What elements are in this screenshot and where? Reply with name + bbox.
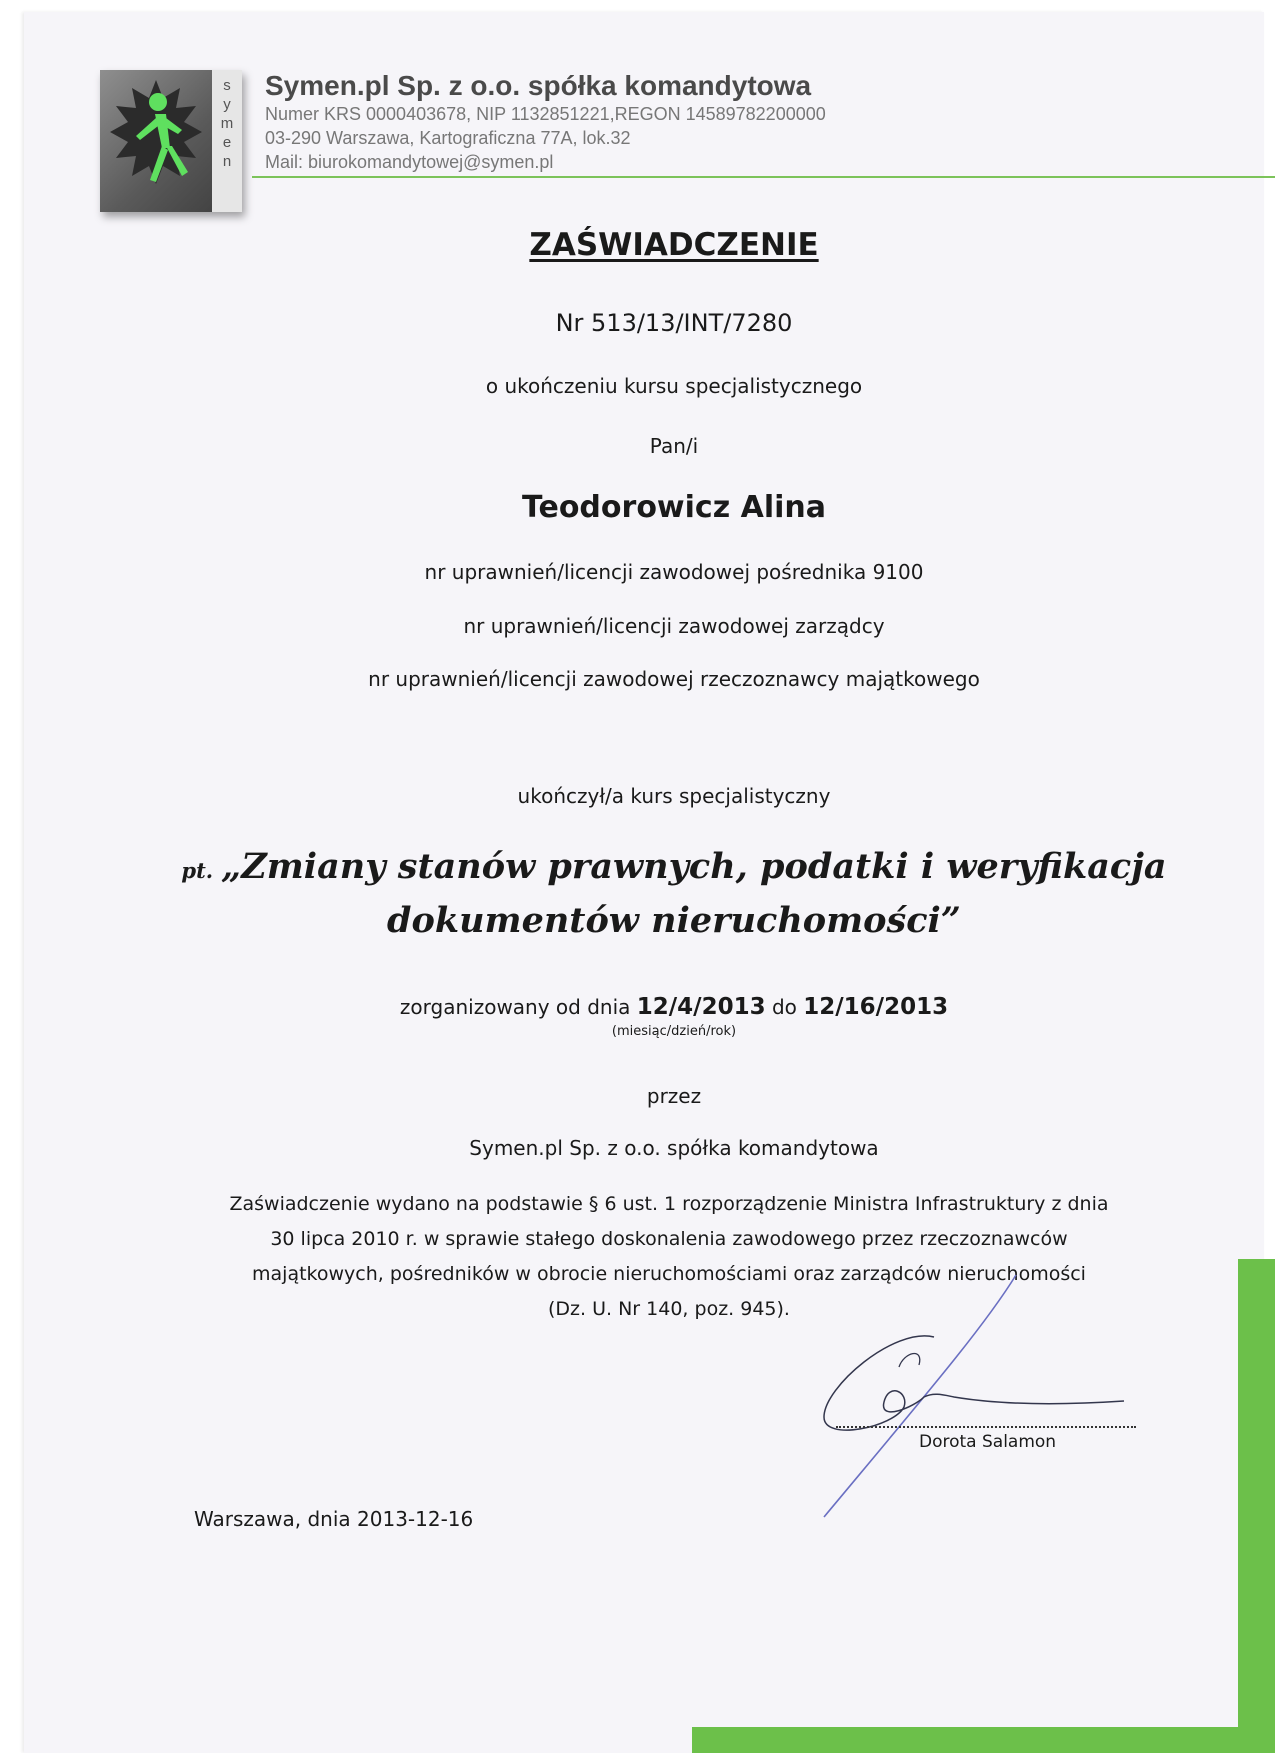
signature-line — [836, 1426, 1136, 1428]
company-mail: Mail: biurokomandytowej@symen.pl — [265, 152, 554, 172]
place-and-date: Warszawa, dnia 2013-12-16 — [194, 1507, 474, 1531]
header-divider — [252, 176, 1275, 178]
green-accent-bar-right — [1238, 1259, 1275, 1753]
organizer-name: Symen.pl Sp. z o.o. spółka komandytowa — [469, 1136, 879, 1160]
license-agent: nr uprawnień/licencji zawodowej pośrednika 9100 — [424, 560, 924, 584]
date-from: 12/4/2013 — [636, 994, 766, 1020]
license-appraiser: nr uprawnień/licencji zawodowej rzeczoznawcy majątkowego — [368, 667, 980, 691]
organized-line — [124, 994, 1224, 1020]
signatory-name: Dorota Salamon — [919, 1432, 1057, 1452]
certificate-number: Nr 513/13/INT/7280 — [555, 309, 793, 337]
logo-letter: n — [222, 153, 232, 170]
handwritten-signature — [784, 1267, 1144, 1527]
certificate-page — [24, 12, 1264, 1753]
person-name: Teodorowicz Alina — [522, 490, 826, 525]
logo-letter: e — [222, 134, 232, 151]
by-text: przez — [646, 1084, 702, 1108]
certificate-title: ZAŚWIADCZENIE — [529, 227, 819, 263]
organized-prefix: zorganizowany od dnia — [399, 995, 631, 1019]
date-to: 12/16/2013 — [803, 994, 949, 1020]
course-title-line2: dokumentów nieruchomości” — [387, 900, 961, 941]
company-registry: Numer KRS 0000403678, NIP 1132851221,REGON 14589782200000 — [265, 104, 826, 124]
legal-basis-line: majątkowych, pośredników w obrocie nieruchomościami oraz zarządców nieruchomości — [252, 1263, 1086, 1285]
date-to-word: do — [771, 995, 797, 1019]
completed-text: ukończył/a kurs specjalistyczny — [517, 784, 831, 808]
legal-basis-line: 30 lipca 2010 r. w sprawie stałego doskonalenia zawodowego przez rzeczoznawców — [270, 1228, 1068, 1250]
course-title — [124, 842, 1224, 946]
course-prefix: pt. — [181, 858, 214, 883]
legal-basis-line: (Dz. U. Nr 140, poz. 945). — [548, 1298, 790, 1320]
green-accent-bar-bottom — [692, 1727, 1275, 1753]
company-name: Symen.pl Sp. z o.o. spółka komandytowa — [265, 70, 812, 101]
legal-basis-line: Zaświadczenie wydano na podstawie § 6 ust. 1 rozporządzenie Ministra Infrastruktury z dnia — [229, 1193, 1109, 1215]
certificate-subtitle: o ukończeniu kursu specjalistycznego — [485, 374, 863, 398]
walking-figure-seal-icon — [100, 70, 212, 212]
company-address: 03-290 Warszawa, Kartograficzna 77A, lok.32 — [265, 128, 631, 148]
course-title-line1: „Zmiany stanów prawnych, podatki i weryfikacja — [221, 846, 1167, 887]
date-format-note: (miesiąc/dzień/rok) — [611, 1024, 737, 1039]
logo-letter: s — [223, 77, 231, 94]
logo-letters — [212, 70, 242, 212]
salutation: Pan/i — [649, 434, 699, 458]
logo-letter: y — [223, 96, 231, 113]
logo-letter: m — [220, 115, 234, 132]
license-manager: nr uprawnień/licencji zawodowej zarządcy — [463, 614, 885, 638]
